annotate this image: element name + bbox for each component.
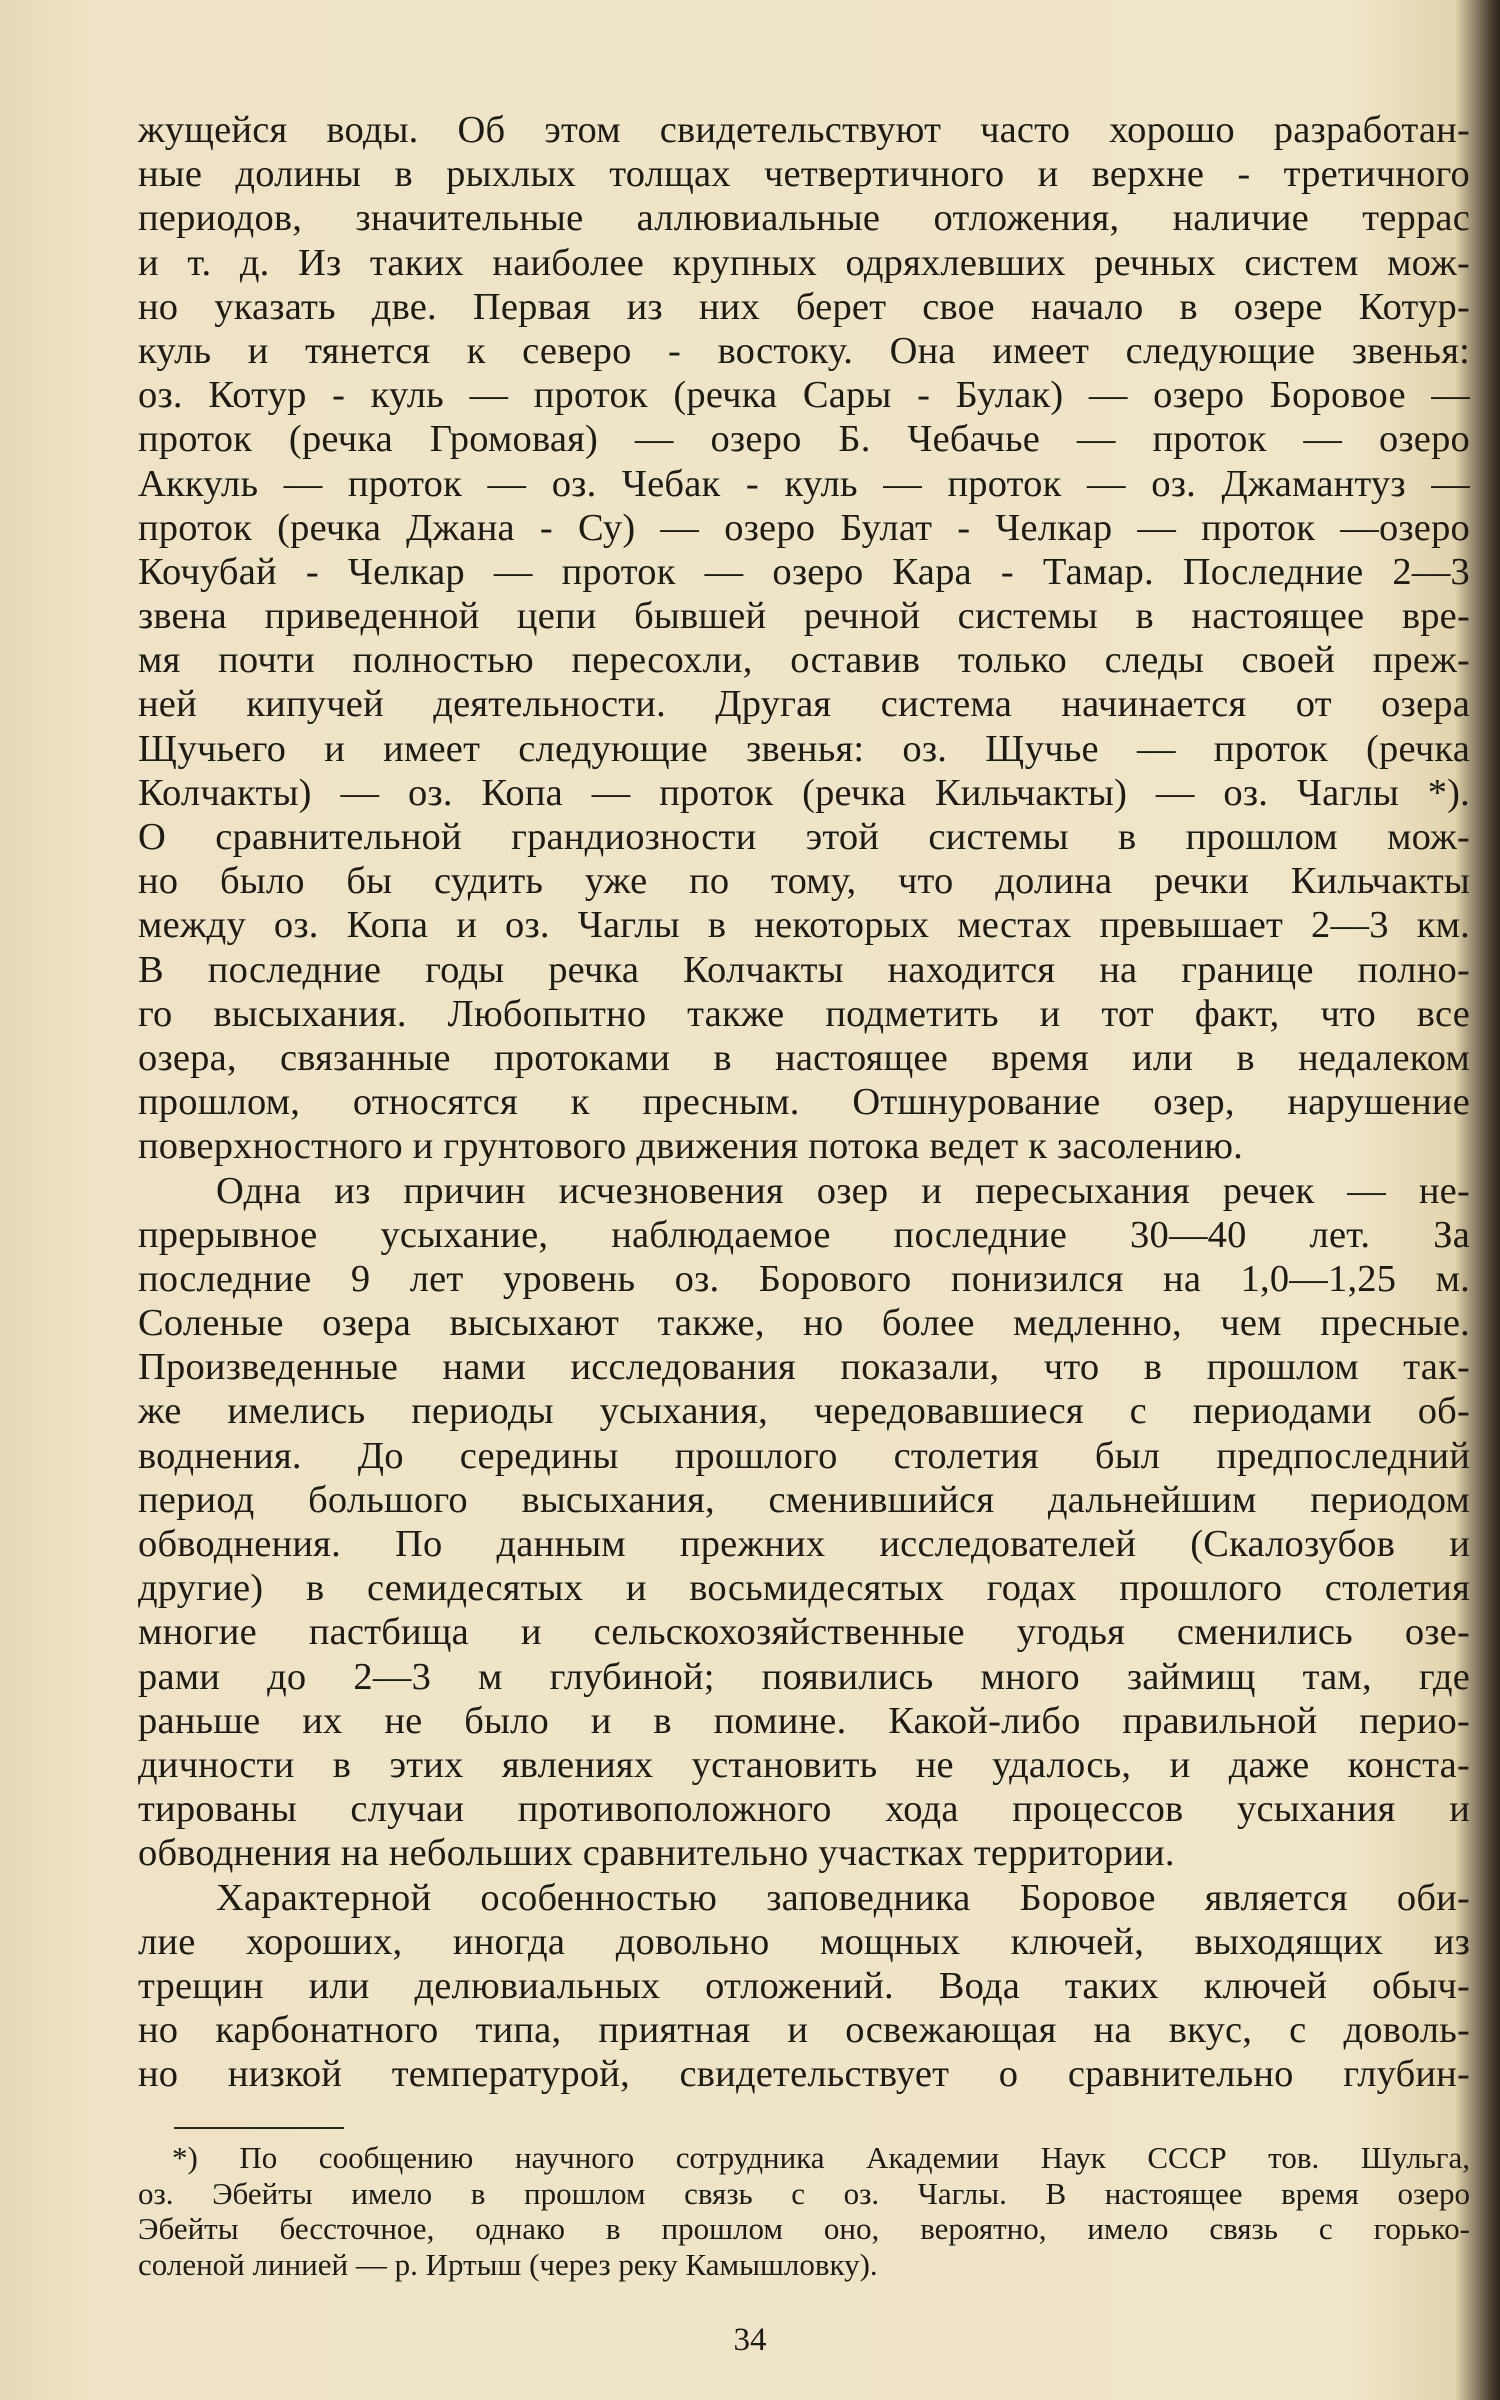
text-line: ней кипучей деятельности. Другая система начинается от озера [138, 683, 1470, 726]
footnote-line: оз. Эбейты имело в прошлом связь с оз. Чаглы. В настоящее время озеро [138, 2175, 1470, 2211]
text-line: Кочубай - Челкар — проток — озеро Кара - Тамар. Последние 2—3 [138, 550, 1470, 593]
text-line: другие) в семидесятых и восьмидесятых годах прошлого столетия [138, 1567, 1470, 1610]
footnote-line: соленой линией — р. Иртыш (через реку Камышловку). [138, 2246, 878, 2282]
text-line: трещин или делювиальных отложений. Вода таких ключей обыч- [138, 1964, 1470, 2007]
text-line: последние 9 лет уровень оз. Борового понизился на 1,0—1,25 м. [138, 1257, 1470, 1300]
footnote-divider [174, 2127, 344, 2129]
text-line: же имелись периоды усыхания, чередовавшиеся с периодами об- [138, 1390, 1470, 1433]
text-line: прошлом, относятся к пресным. Отшнурование озер, нарушение [138, 1081, 1470, 1124]
text-line: но низкой температурой, свидетельствует о сравнительно глубин- [138, 2053, 1470, 2096]
text-line: Аккуль — проток — оз. Чебак - куль — проток — оз. Джамантуз — [138, 462, 1470, 505]
text-line: тированы случаи противоположного хода процессов усыхания и [138, 1788, 1470, 1831]
text-line: мя почти полностью пересохли, оставив только следы своей преж- [138, 639, 1470, 682]
footnote-line: *) По сообщению научного сотрудника Академии Наук СССР тов. Шульга, [172, 2140, 1470, 2175]
text-line: обводнения. По данным прежних исследователей (Скалозубов и [138, 1523, 1470, 1565]
text-line: но карбонатного типа, приятная и освежающая на вкус, с доволь- [138, 2009, 1470, 2052]
footnote-line: Эбейты бессточное, однако в прошлом оно, вероятно, имело связь с горько- [138, 2211, 1470, 2246]
text-line: период большого высыхания, сменившийся дальнейшим периодом [138, 1478, 1470, 1521]
text-line: Характерной особенностью заповедника Боровое является оби- [216, 1876, 1470, 1919]
text-line: куль и тянется к северо - востоку. Она имеет следующие звенья: [138, 329, 1470, 372]
text-line: периодов, значительные аллювиальные отложения, наличие террас [138, 197, 1470, 240]
text-line: обводнения на небольших сравнительно участках территории. [138, 1832, 1175, 1875]
text-line: между оз. Копа и оз. Чаглы в некоторых местах превышает 2—3 км. [138, 904, 1470, 947]
text-line: жущейся воды. Об этом свидетельствуют часто хорошо разработан- [138, 109, 1470, 151]
text-line: и т. д. Из таких наиболее крупных одряхлевших речных систем мож- [138, 241, 1470, 284]
page-number: 34 [733, 2322, 767, 2358]
text-line: В последние годы речка Колчакты находится на границе полно- [138, 948, 1470, 991]
text-line: проток (речка Громовая) — озеро Б. Чебачье — проток — озеро [138, 418, 1470, 461]
text-line: поверхностного и грунтового движения потока ведет к засолению. [138, 1125, 1243, 1168]
text-line: ные долины в рыхлых толщах четвертичного и верхне - третичного [138, 153, 1470, 196]
text-line: Щучьего и имеет следующие звенья: оз. Щучье — проток (речка [138, 727, 1470, 770]
text-line: Произведенные нами исследования показали, что в прошлом так- [138, 1346, 1470, 1389]
text-line: О сравнительной грандиозности этой системы в прошлом мож- [138, 816, 1470, 858]
text-line: многие пастбища и сельскохозяйственные угодья сменились озе- [138, 1611, 1470, 1654]
footnote [138, 2140, 1470, 2282]
text-line: лие хороших, иногда довольно мощных ключей, выходящих из [138, 1920, 1470, 1963]
text-line: но указать две. Первая из них берет свое начало в озере Котур- [138, 285, 1470, 328]
text-line: проток (речка Джана - Су) — озеро Булат - Челкар — проток —озеро [138, 506, 1470, 549]
text-line: воднения. До середины прошлого столетия был предпоследний [138, 1434, 1470, 1477]
text-line: дичности в этих явлениях установить не удалось, и даже конста- [138, 1743, 1470, 1786]
text-line: звена приведенной цепи бывшей речной системы в настоящее вре- [138, 595, 1470, 638]
text-line: Соленые озера высыхают также, но более медленно, чем пресные. [138, 1302, 1470, 1345]
text-line: озера, связанные протоками в настоящее время или в недалеком [138, 1036, 1470, 1079]
text-line: рами до 2—3 м глубиной; появились много займищ там, где [138, 1655, 1470, 1698]
text-line: прерывное усыхание, наблюдаемое последние 30—40 лет. За [138, 1213, 1470, 1256]
text-line: Одна из причин исчезновения озер и пересыхания речек — не- [216, 1169, 1470, 1212]
text-line: Колчакты) — оз. Копа — проток (речка Кильчакты) — оз. Чаглы *). [138, 771, 1470, 814]
main-text [138, 108, 1470, 2096]
text-line: но было бы судить уже по тому, что долина речки Кильчакты [138, 860, 1470, 903]
text-line: го высыхания. Любопытно также подметить и тот факт, что все [138, 992, 1470, 1035]
text-line: оз. Котур - куль — проток (речка Сары - Булак) — озеро Боровое — [138, 374, 1470, 417]
text-line: раньше их не было и в помине. Какой-либо правильной перио- [138, 1699, 1470, 1742]
